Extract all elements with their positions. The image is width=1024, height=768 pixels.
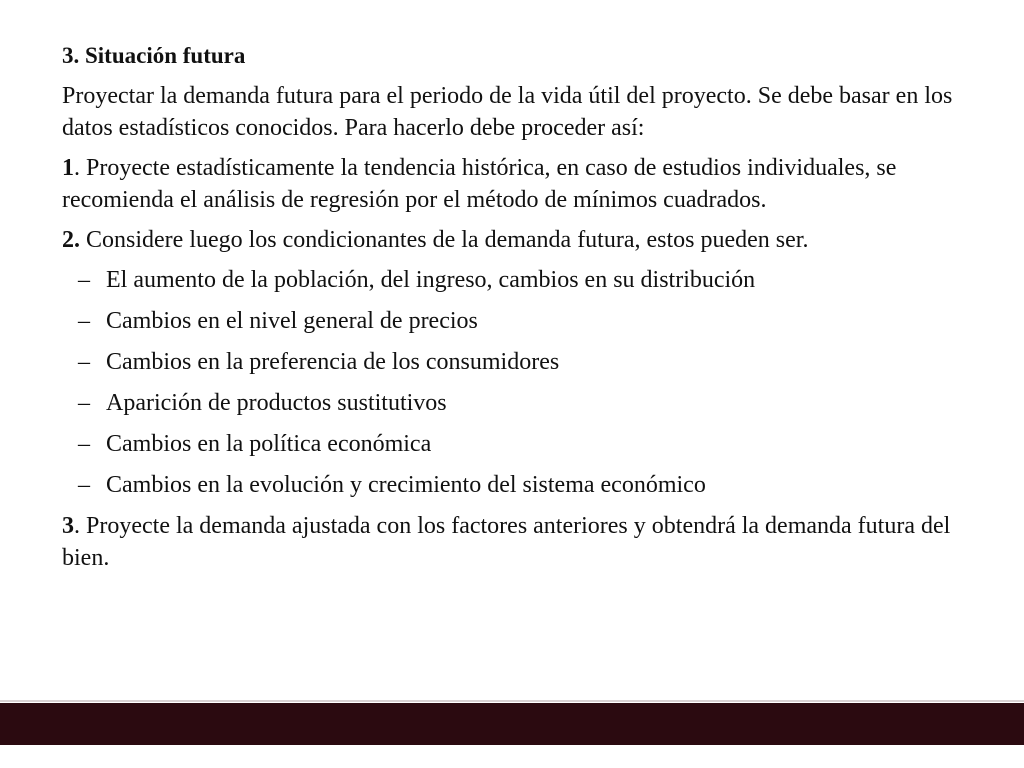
footer-divider xyxy=(0,700,1024,702)
step-2-paragraph xyxy=(62,224,962,256)
step-1-number: 1 xyxy=(62,155,74,181)
list-item xyxy=(78,264,962,296)
factors-list xyxy=(62,264,962,501)
step-3-number: 3 xyxy=(62,513,74,539)
list-item-text: Cambios en la preferencia de los consumidores xyxy=(106,349,560,375)
step-2-number: 2. xyxy=(62,227,80,253)
step-1-text: . Proyecte estadísticamente la tendencia histórica, en caso de estudios individuales, se recomienda el análisis de regresión por el método de mínimos cuadrados. xyxy=(62,155,897,213)
dash-bullet: – xyxy=(78,349,90,375)
dash-bullet: – xyxy=(78,267,90,293)
section-title: 3. Situación futura xyxy=(62,43,246,68)
list-item-text: Aparición de productos sustitutivos xyxy=(106,390,447,416)
list-item-text: El aumento de la población, del ingreso, cambios en su distribución xyxy=(106,267,756,293)
list-item xyxy=(78,346,962,378)
list-item xyxy=(78,305,962,337)
dash-bullet: – xyxy=(78,431,90,457)
list-item-text: Cambios en la política económica xyxy=(106,431,432,457)
list-item xyxy=(78,428,962,460)
footer-band xyxy=(0,703,1024,745)
list-item-text: Cambios en la evolución y crecimiento del sistema económico xyxy=(106,472,706,498)
dash-bullet: – xyxy=(78,472,90,498)
list-item xyxy=(78,469,962,501)
list-item-text: Cambios en el nivel general de precios xyxy=(106,308,478,334)
step-1-paragraph xyxy=(62,152,962,216)
slide-content xyxy=(62,40,962,582)
step-2-text: Considere luego los condicionantes de la demanda futura, estos pueden ser. xyxy=(80,227,809,253)
dash-bullet: – xyxy=(78,390,90,416)
intro-paragraph: Proyectar la demanda futura para el periodo de la vida útil del proyecto. Se debe basar en los datos estadísticos conocidos. Para hacerlo debe proceder así: xyxy=(62,83,953,141)
dash-bullet: – xyxy=(78,308,90,334)
step-3-paragraph xyxy=(62,510,962,574)
list-item xyxy=(78,387,962,419)
step-3-text: . Proyecte la demanda ajustada con los factores anteriores y obtendrá la demanda futura del bien. xyxy=(62,513,951,571)
